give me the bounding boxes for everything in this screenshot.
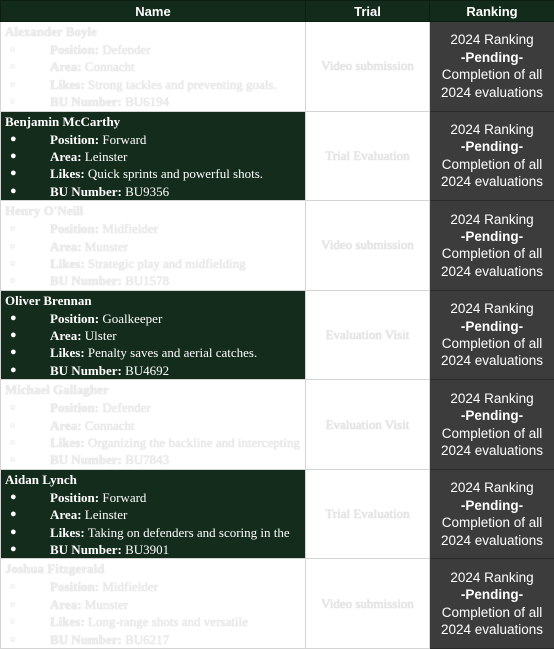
bu-value: BU6194 — [125, 94, 169, 109]
table-row — [1, 111, 554, 201]
player-details-list — [1, 131, 305, 201]
area-value: Connacht — [85, 418, 135, 433]
area-value: Leinster — [85, 149, 128, 164]
area-value: Ulster — [85, 328, 117, 343]
ranking-note-1: Completion of all — [430, 425, 554, 442]
bullet-icon: ○ — [10, 578, 15, 595]
area-value: Connacht — [85, 59, 135, 74]
ranking-year: 2024 Ranking — [430, 479, 554, 496]
player-details-list — [1, 41, 305, 111]
player-likes — [1, 524, 305, 541]
trial-cell: Evaluation Visit — [306, 380, 430, 470]
player-likes — [1, 165, 305, 182]
ranking-status: -Pending- — [430, 407, 554, 424]
area-value: Leinster — [85, 507, 128, 522]
player-details-list — [1, 310, 305, 380]
bullet-icon: ● — [10, 541, 17, 558]
ranking-note-1: Completion of all — [430, 604, 554, 621]
name-column-header: Name — [1, 1, 306, 22]
trial-cell: Trial Evaluation — [306, 111, 430, 201]
ranking-cell — [430, 111, 554, 201]
player-area — [1, 148, 305, 165]
bu-label: BU Number: — [50, 184, 122, 199]
bullet-icon: ○ — [10, 255, 15, 272]
name-cell — [1, 201, 306, 291]
bullet-icon: ● — [10, 362, 17, 379]
player-area — [1, 506, 305, 523]
player-details-list — [1, 399, 305, 469]
position-value: Forward — [102, 490, 146, 505]
likes-label: Likes: — [50, 345, 85, 360]
ranking-note-1: Completion of all — [430, 245, 554, 262]
player-likes — [1, 434, 305, 451]
player-bu — [1, 541, 305, 558]
bu-label: BU Number: — [50, 363, 122, 378]
bullet-icon: ○ — [10, 76, 15, 93]
player-name: Joshua Fitzgerald — [1, 559, 305, 578]
position-label: Position: — [50, 311, 99, 326]
player-likes — [1, 344, 305, 361]
player-likes — [1, 76, 305, 93]
player-position — [1, 220, 305, 237]
ranking-cell — [430, 380, 554, 470]
bullet-icon: ○ — [10, 399, 15, 416]
likes-value: Organizing the backline and intercepting — [88, 435, 300, 450]
table-row — [1, 559, 554, 649]
bullet-icon: ● — [10, 524, 17, 541]
player-position — [1, 489, 305, 506]
position-value: Defender — [102, 42, 150, 57]
player-bu — [1, 183, 305, 200]
table-row — [1, 201, 554, 291]
ranking-note-1: Completion of all — [430, 335, 554, 352]
ranking-status: -Pending- — [430, 586, 554, 603]
player-details-list — [1, 489, 305, 559]
bullet-icon: ○ — [10, 631, 15, 648]
ranking-cell — [430, 290, 554, 380]
likes-value: Strong tackles and preventing goals. — [88, 77, 277, 92]
ranking-note-1: Completion of all — [430, 514, 554, 531]
likes-label: Likes: — [50, 77, 85, 92]
area-label: Area: — [50, 149, 82, 164]
ranking-note-1: Completion of all — [430, 66, 554, 83]
player-bu — [1, 451, 305, 468]
player-likes — [1, 613, 305, 630]
name-cell — [1, 469, 306, 559]
bullet-icon: ○ — [10, 58, 15, 75]
player-bu — [1, 272, 305, 289]
player-area — [1, 238, 305, 255]
area-label: Area: — [50, 328, 82, 343]
ranking-status: -Pending- — [430, 318, 554, 335]
bullet-icon: ● — [10, 327, 17, 344]
position-label: Position: — [50, 400, 99, 415]
ranking-note-2: 2024 evaluations — [430, 621, 554, 638]
area-label: Area: — [50, 59, 82, 74]
likes-value: Strategic play and midfielding — [88, 256, 246, 271]
player-bu — [1, 362, 305, 379]
bullet-icon: ○ — [10, 93, 15, 110]
player-likes — [1, 255, 305, 272]
position-label: Position: — [50, 579, 99, 594]
ranking-cell — [430, 22, 554, 112]
likes-value: Taking on defenders and scoring in the — [88, 525, 290, 540]
ranking-cell — [430, 201, 554, 291]
ranking-note-2: 2024 evaluations — [430, 442, 554, 459]
bu-value: BU4692 — [125, 363, 169, 378]
player-bu — [1, 93, 305, 110]
trial-cell: Trial Evaluation — [306, 469, 430, 559]
player-name: Aidan Lynch — [1, 470, 305, 489]
name-cell — [1, 559, 306, 649]
player-area — [1, 596, 305, 613]
bu-value: BU1578 — [125, 273, 169, 288]
ranking-status: -Pending- — [430, 497, 554, 514]
player-bu — [1, 631, 305, 648]
position-label: Position: — [50, 490, 99, 505]
bu-label: BU Number: — [50, 94, 122, 109]
position-value: Midfielder — [102, 221, 158, 236]
bu-value: BU9356 — [125, 184, 169, 199]
player-area — [1, 417, 305, 434]
ranking-cell — [430, 559, 554, 649]
bullet-icon: ○ — [10, 613, 15, 630]
position-label: Position: — [50, 132, 99, 147]
ranking-status: -Pending- — [430, 49, 554, 66]
player-area — [1, 58, 305, 75]
ranking-note-2: 2024 evaluations — [430, 173, 554, 190]
area-label: Area: — [50, 418, 82, 433]
ranking-year: 2024 Ranking — [430, 300, 554, 317]
position-value: Forward — [102, 132, 146, 147]
player-position — [1, 41, 305, 58]
ranking-note-2: 2024 evaluations — [430, 84, 554, 101]
name-cell — [1, 380, 306, 470]
likes-label: Likes: — [50, 435, 85, 450]
player-position — [1, 310, 305, 327]
player-name: Benjamin McCarthy — [1, 112, 305, 131]
area-label: Area: — [50, 597, 82, 612]
header-row — [1, 1, 554, 22]
bullet-icon: ○ — [10, 451, 15, 468]
table-row — [1, 469, 554, 559]
bullet-icon: ○ — [10, 417, 15, 434]
likes-label: Likes: — [50, 614, 85, 629]
ranking-status: -Pending- — [430, 138, 554, 155]
bu-value: BU7843 — [125, 452, 169, 467]
bullet-icon: ● — [10, 489, 17, 506]
position-value: Goalkeeper — [102, 311, 162, 326]
bu-label: BU Number: — [50, 542, 122, 557]
player-name: Michael Gallagher — [1, 380, 305, 399]
ranking-year: 2024 Ranking — [430, 121, 554, 138]
trial-cell: Video submission — [306, 559, 430, 649]
ranking-status: -Pending- — [430, 228, 554, 245]
player-position — [1, 399, 305, 416]
ranking-note-2: 2024 evaluations — [430, 263, 554, 280]
table-row — [1, 380, 554, 470]
trial-cell: Video submission — [306, 22, 430, 112]
ranking-year: 2024 Ranking — [430, 31, 554, 48]
bu-label: BU Number: — [50, 452, 122, 467]
player-area — [1, 327, 305, 344]
bu-value: BU3901 — [125, 542, 169, 557]
ranking-column-header: Ranking — [430, 1, 554, 22]
trial-cell: Evaluation Visit — [306, 290, 430, 380]
area-value: Munster — [85, 597, 128, 612]
ranking-note-2: 2024 evaluations — [430, 532, 554, 549]
bullet-icon: ● — [10, 344, 17, 361]
bullet-icon: ● — [10, 506, 17, 523]
player-name: Alexander Boyle — [1, 22, 305, 41]
player-name: Henry O'Neill — [1, 201, 305, 220]
ranking-year: 2024 Ranking — [430, 569, 554, 586]
name-cell — [1, 111, 306, 201]
bullet-icon: ○ — [10, 220, 15, 237]
player-details-list — [1, 578, 305, 648]
bu-label: BU Number: — [50, 632, 122, 647]
bullet-icon: ○ — [10, 596, 15, 613]
bullet-icon: ○ — [10, 41, 15, 58]
bu-value: BU6217 — [125, 632, 169, 647]
bullet-icon: ○ — [10, 434, 15, 451]
ranking-note-1: Completion of all — [430, 156, 554, 173]
bullet-icon: ● — [10, 131, 17, 148]
position-value: Midfielder — [102, 579, 158, 594]
trial-column-header: Trial — [306, 1, 430, 22]
trial-cell: Video submission — [306, 201, 430, 291]
ranking-year: 2024 Ranking — [430, 211, 554, 228]
name-cell — [1, 290, 306, 380]
likes-value: Long-range shots and versatile — [88, 614, 248, 629]
bu-label: BU Number: — [50, 273, 122, 288]
position-label: Position: — [50, 221, 99, 236]
likes-value: Penalty saves and aerial catches. — [88, 345, 257, 360]
likes-label: Likes: — [50, 256, 85, 271]
ranking-note-2: 2024 evaluations — [430, 352, 554, 369]
position-value: Defender — [102, 400, 150, 415]
bullet-icon: ○ — [10, 272, 15, 289]
ranking-cell — [430, 469, 554, 559]
area-label: Area: — [50, 507, 82, 522]
ranking-year: 2024 Ranking — [430, 390, 554, 407]
bullet-icon: ● — [10, 148, 17, 165]
bullet-icon: ● — [10, 165, 17, 182]
player-position — [1, 131, 305, 148]
table-row — [1, 22, 554, 112]
name-cell — [1, 22, 306, 112]
player-details-list — [1, 220, 305, 290]
bullet-icon: ○ — [10, 238, 15, 255]
likes-label: Likes: — [50, 166, 85, 181]
area-label: Area: — [50, 239, 82, 254]
area-value: Munster — [85, 239, 128, 254]
player-position — [1, 578, 305, 595]
table-row — [1, 290, 554, 380]
likes-value: Quick sprints and powerful shots. — [88, 166, 263, 181]
likes-label: Likes: — [50, 525, 85, 540]
bullet-icon: ● — [10, 310, 17, 327]
position-label: Position: — [50, 42, 99, 57]
player-name: Oliver Brennan — [1, 291, 305, 310]
bullet-icon: ● — [10, 183, 17, 200]
